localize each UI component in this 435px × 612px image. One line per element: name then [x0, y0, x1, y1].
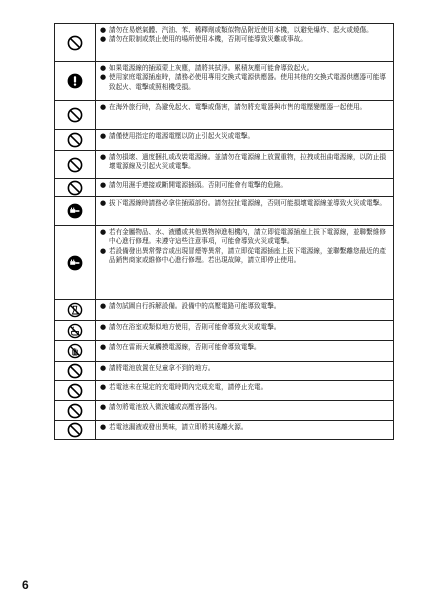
- list-item: [100, 64, 389, 73]
- text-cell: [96, 381, 393, 400]
- item-text: 若設備發出異常聲音或出現冒煙等異常，請立即從電源插座上拔下電源線，並聯繫離您最近的產品銷售商家或維修中心進行修理。若出現故障，請立即停止使用。: [109, 246, 386, 264]
- prohibition-icon: [67, 107, 83, 123]
- list-item: [100, 181, 389, 190]
- table-row: [54, 401, 394, 421]
- bullet-icon: ●: [100, 181, 107, 189]
- icon-cell: [55, 151, 96, 178]
- bullet-icon: ●: [100, 132, 107, 140]
- item-text: 在海外旅行時，為避免起火、電擊或傷害，請勿將充電器與市售的電壓變壓器一起使用。: [109, 103, 367, 111]
- text-cell: [96, 362, 393, 380]
- bullet-icon: ●: [100, 383, 107, 391]
- table-row: [54, 341, 394, 362]
- bullet-icon: ●: [100, 423, 107, 431]
- table-row: [54, 321, 394, 341]
- prohibition-icon: [67, 383, 83, 399]
- table-row: [54, 197, 394, 226]
- list-item: [100, 26, 389, 35]
- table-row: [54, 421, 394, 440]
- table-row: [54, 381, 394, 401]
- icon-cell: [55, 321, 96, 340]
- list-item: [100, 302, 389, 311]
- page-number: 6: [22, 578, 29, 592]
- table-row: [54, 226, 394, 300]
- list-item: [100, 103, 389, 112]
- list-item: [100, 247, 389, 266]
- icon-cell: [55, 381, 96, 400]
- icon-cell: [55, 62, 96, 100]
- bullet-icon: ●: [100, 73, 107, 82]
- list-item: [100, 323, 389, 332]
- item-text: 請將電池放置在兒童拿不到的地方。: [109, 364, 215, 372]
- list-item: [100, 343, 389, 352]
- prohibition-icon: [67, 157, 83, 173]
- mandatory-action-icon: [67, 73, 83, 89]
- list-item: [100, 132, 389, 141]
- bullet-icon: ●: [100, 323, 107, 331]
- no-wet-hands-icon: [67, 343, 83, 359]
- list-item: [100, 403, 389, 412]
- text-cell: [96, 101, 393, 129]
- list-item: [100, 199, 389, 208]
- bullet-icon: ●: [100, 35, 107, 44]
- text-cell: [96, 341, 393, 361]
- text-cell: [96, 401, 393, 420]
- icon-cell: [55, 362, 96, 380]
- item-text: 若電池漏液或發出異味，請立即將其遠離火源。: [109, 423, 248, 431]
- icon-cell: [55, 197, 96, 225]
- item-text: 請勿將電池放入微波爐或高壓容器內。: [109, 403, 222, 411]
- prohibition-icon: [67, 35, 83, 51]
- list-item: [100, 423, 389, 432]
- item-text: 請勿損壞、過度捆扎或改裝電源線。並請勿在電源線上放置重物，拉拽或扭曲電源線，以防止損壞電源線及引起火災或電擊。: [109, 153, 386, 171]
- safety-table: [54, 23, 394, 440]
- do-not-disassemble-icon: [67, 302, 83, 318]
- text-cell: [96, 300, 393, 320]
- item-text: 請勿在易燃氣體、汽油、苯、稀釋劑或類似物品附近使用本機，以避免爆炸、起火或燒傷。: [109, 26, 373, 34]
- icon-cell: [55, 226, 96, 299]
- bullet-icon: ●: [100, 246, 107, 255]
- item-text: 請勿在雷雨天氣觸摸電源線，否則可能會導致電擊。: [109, 343, 261, 351]
- table-row: [54, 362, 394, 381]
- icon-cell: [55, 341, 96, 361]
- unplug-icon: [67, 255, 83, 271]
- icon-cell: [55, 130, 96, 150]
- list-item: [100, 228, 389, 247]
- text-cell: [96, 321, 393, 340]
- item-text: 請勿試圖自行拆解設備。設備中的高壓電路可能導致電擊。: [109, 302, 281, 310]
- icon-cell: [55, 421, 96, 439]
- prohibition-icon: [67, 403, 83, 419]
- icon-cell: [55, 300, 96, 320]
- prohibition-icon: [67, 422, 83, 438]
- table-row: [54, 300, 394, 321]
- item-text: 請勿用濕手連接或斷開電源插頭。否則可能會有電擊的危險。: [109, 181, 288, 189]
- text-cell: [96, 24, 393, 61]
- icon-cell: [55, 24, 96, 61]
- text-cell: [96, 226, 393, 299]
- bullet-icon: ●: [100, 26, 107, 34]
- text-cell: [96, 62, 393, 100]
- list-item: [100, 73, 389, 92]
- list-item: [100, 383, 389, 392]
- prohibition-icon: [67, 180, 83, 196]
- bullet-icon: ●: [100, 302, 107, 310]
- text-cell: [96, 151, 393, 178]
- bullet-icon: ●: [100, 103, 107, 111]
- item-text: 若有金屬物品、水、液體或其他異物掉進相機內，請立即從電源插座上拔下電源線，並聯繫維修中心進行修理。未遵守這些注意事項，可能會導致火災或電擊。: [109, 228, 386, 246]
- table-row: [54, 151, 394, 179]
- icon-cell: [55, 101, 96, 129]
- text-cell: [96, 421, 393, 439]
- text-cell: [96, 130, 393, 150]
- item-text: 請勿在限制或禁止使用的場所使用本機，否則可能導致災難或事故。: [109, 35, 307, 44]
- table-row: [54, 179, 394, 197]
- list-item: [100, 364, 389, 373]
- item-text: 請勿在浴室或類似地方使用，否則可能會導致火災或電擊。: [109, 323, 281, 331]
- text-cell: [96, 179, 393, 196]
- icon-cell: [55, 401, 96, 420]
- item-text: 若電池未在規定的充電時間內完成充電，請停止充電。: [109, 383, 268, 391]
- bullet-icon: ●: [100, 364, 107, 372]
- unplug-icon: [67, 203, 83, 219]
- table-row: [54, 101, 394, 130]
- item-text: 拔下電源線時請務必拿住插頭部份。請勿拉扯電源線，否則可能損壞電源線並導致火災或電擊。: [109, 199, 386, 207]
- bullet-icon: ●: [100, 343, 107, 351]
- list-item: [100, 153, 389, 172]
- bullet-icon: ●: [100, 403, 107, 411]
- prohibition-icon: [67, 132, 83, 148]
- table-row: [54, 62, 394, 101]
- no-bathroom-use-icon: [67, 323, 83, 339]
- icon-cell: [55, 179, 96, 196]
- table-row: [54, 24, 394, 62]
- bullet-icon: ●: [100, 228, 107, 236]
- item-text: 使用家庭電源插座時，請務必使用專用交換式電源供應器。使用其他的交換式電源供應器可能導致起火、電擊或照相機受損。: [109, 73, 386, 91]
- list-item: [100, 35, 389, 44]
- bullet-icon: ●: [100, 153, 107, 161]
- item-text: 請僅使用指定的電源電壓以防止引起火災或電擊。: [109, 132, 255, 140]
- table-row: [54, 130, 394, 151]
- text-cell: [96, 197, 393, 225]
- bullet-icon: ●: [100, 64, 107, 72]
- bullet-icon: ●: [100, 199, 107, 207]
- prohibition-icon: [67, 363, 83, 379]
- item-text: 如果電源線的插頭蒙上灰塵，請將其拭淨。累積灰塵可能會導致起火。: [109, 64, 314, 72]
